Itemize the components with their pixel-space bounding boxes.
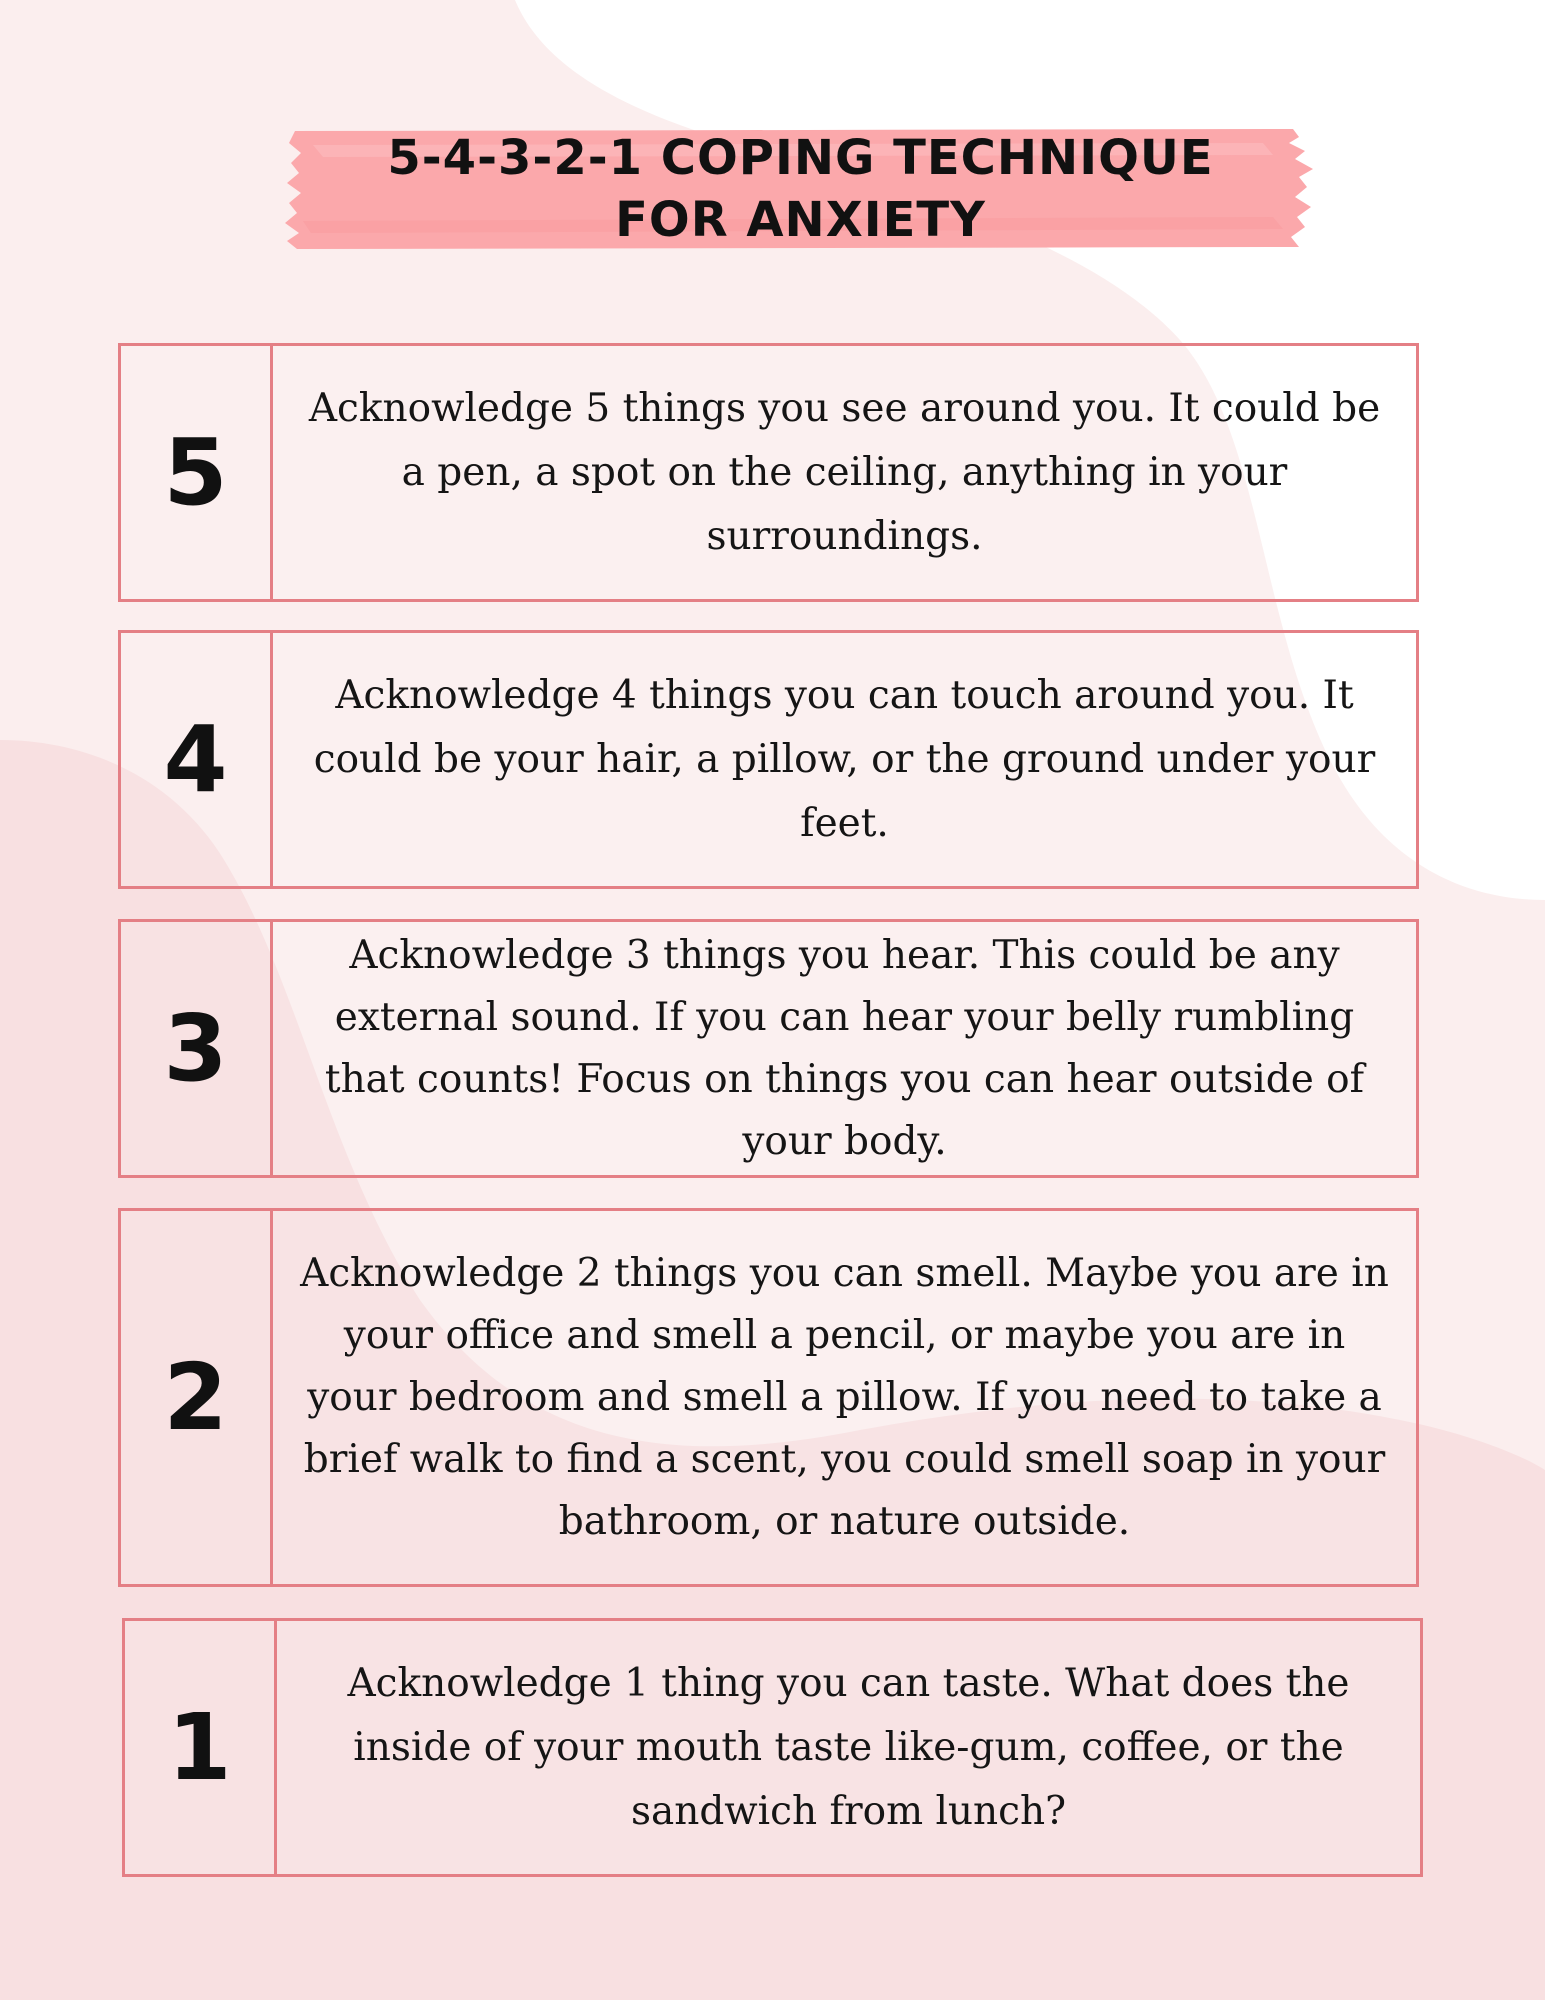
step-row-3 xyxy=(118,919,1419,1178)
step-description xyxy=(270,1208,1419,1587)
step-description-text: Acknowledge 2 things you can smell. Maybe you are in your office and smell a pencil, or maybe you are in your bedroom and smell a pillow. If you need to take a brief walk to find a scent, you could smell soap in your bathroom, or nature outside. xyxy=(300,1250,1389,1544)
title-line-2: FOR ANXIETY xyxy=(615,192,986,248)
step-number: 3 xyxy=(118,919,273,1178)
step-row-4 xyxy=(118,630,1419,889)
step-number: 4 xyxy=(118,630,273,889)
step-row-5 xyxy=(118,343,1419,602)
step-row-2 xyxy=(118,1208,1419,1587)
title-banner xyxy=(283,125,1318,253)
step-number: 5 xyxy=(118,343,273,602)
step-number: 2 xyxy=(118,1208,273,1587)
step-description-text: Acknowledge 3 things you hear. This could be any external sound. If you can hear your belly rumbling that counts! Focus on things you can hear outside of your body. xyxy=(324,932,1365,1164)
step-description-text: Acknowledge 5 things you see around you. It could be a pen, a spot on the ceiling, anything in your surroundings. xyxy=(308,385,1381,559)
step-number: 1 xyxy=(122,1618,277,1877)
step-description xyxy=(270,343,1419,602)
step-description xyxy=(274,1618,1423,1877)
step-description xyxy=(270,919,1419,1178)
step-description-text: Acknowledge 1 thing you can taste. What does the inside of your mouth taste like-gum, coffee, or the sandwich from lunch? xyxy=(347,1660,1350,1834)
title-line-1: 5-4-3-2-1 COPING TECHNIQUE xyxy=(387,130,1214,186)
step-row-1 xyxy=(122,1618,1423,1877)
step-description xyxy=(270,630,1419,889)
step-description-text: Acknowledge 4 things you can touch around you. It could be your hair, a pillow, or the ground under your feet. xyxy=(313,672,1376,846)
